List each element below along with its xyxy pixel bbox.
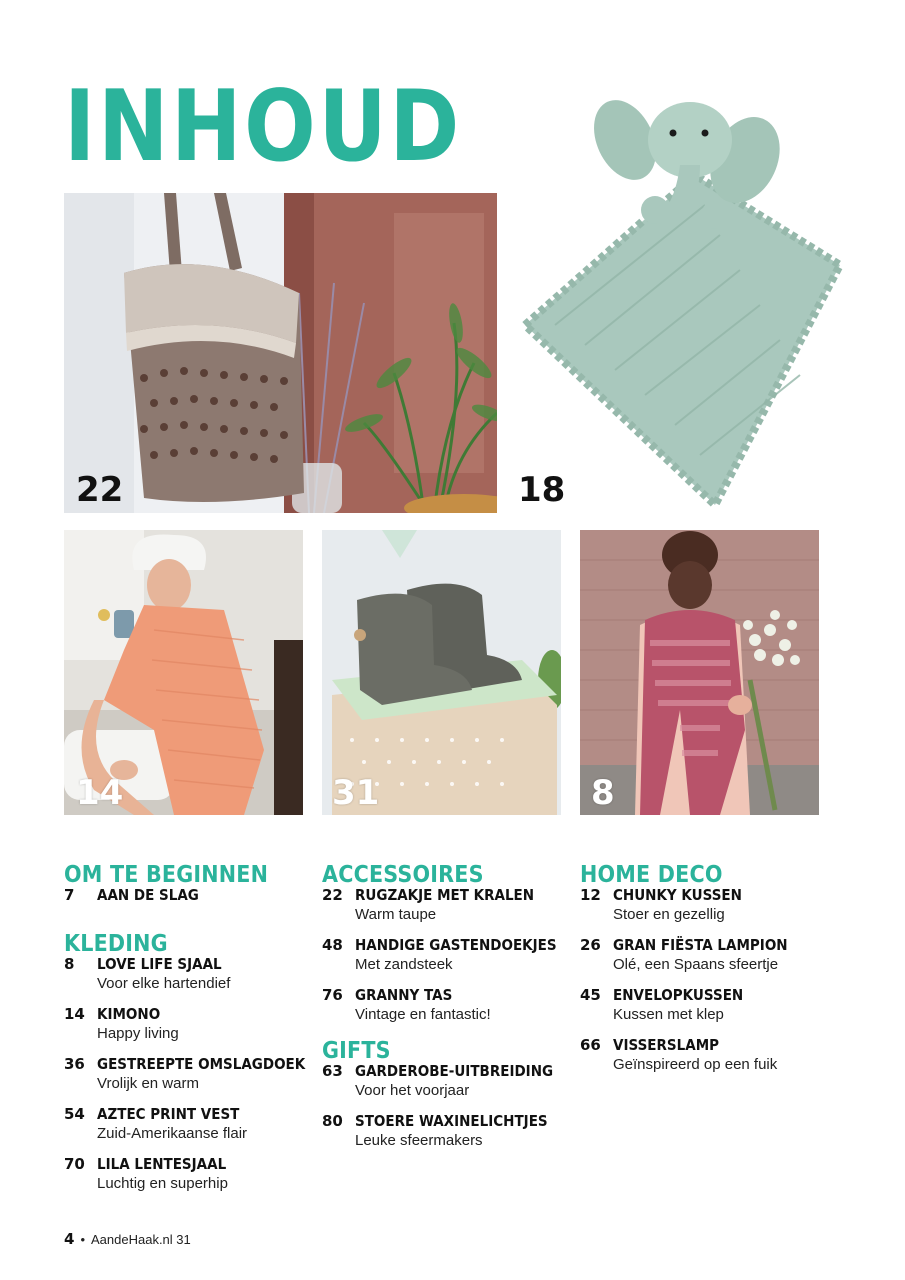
footer-page-number: 4 <box>64 1230 75 1248</box>
toc-title: AAN DE SLAG <box>97 886 199 904</box>
toc-title: GESTREEPTE OMSLAGDOEK <box>97 1055 306 1073</box>
toc-title: CHUNKY KUSSEN <box>613 886 742 904</box>
toc-subtitle: Luchtig en superhip <box>97 1175 228 1192</box>
toc-subtitle: Zuid-Amerikaanse flair <box>97 1125 248 1142</box>
toc-column-3 <box>580 864 830 1086</box>
toc-entry[interactable] <box>580 986 830 1024</box>
toc-entry[interactable] <box>580 936 830 974</box>
toc-title: AZTEC PRINT VEST <box>97 1105 240 1123</box>
toc-entry[interactable] <box>64 1005 314 1043</box>
footer-publication: AandeHaak.nl 31 <box>91 1232 191 1247</box>
toc-entry[interactable] <box>64 1105 314 1143</box>
toc-title: ENVELOPKUSSEN <box>613 986 744 1004</box>
toc-page-number: 36 <box>64 1055 85 1073</box>
toc-subtitle: Vintage en fantastic! <box>355 1006 491 1023</box>
toc-title: LILA LENTESJAAL <box>97 1155 227 1173</box>
toc-entry[interactable] <box>322 1112 572 1150</box>
toc-subtitle: Leuke sfeermakers <box>355 1132 483 1149</box>
page-title: INHOUD <box>64 70 462 184</box>
toc-subtitle: Met zandsteek <box>355 956 453 973</box>
photo-page-number: 22 <box>76 470 124 510</box>
toc-title: GARDEROBE-UITBREIDING <box>355 1062 554 1080</box>
toc-page-number: 22 <box>322 886 343 904</box>
toc-title: VISSERSLAMP <box>613 1036 720 1054</box>
toc-page-number: 70 <box>64 1155 85 1173</box>
toc-title: STOERE WAXINELICHTJES <box>355 1112 548 1130</box>
toc-page-number: 48 <box>322 936 343 954</box>
toc-entry[interactable] <box>580 886 830 924</box>
toc-entry[interactable] <box>322 886 572 924</box>
photo-elephant-cuddle-cloth <box>505 85 850 515</box>
section-heading-accessoires: ACCESSOIRES <box>322 862 484 888</box>
toc-page-number: 63 <box>322 1062 343 1080</box>
toc-subtitle: Geïnspireerd op een fuik <box>613 1056 778 1073</box>
toc-subtitle: Voor het voorjaar <box>355 1082 470 1099</box>
section-heading-gifts: GIFTS <box>322 1038 391 1064</box>
photo-page-number: 31 <box>332 773 380 813</box>
shawl-illustration <box>580 530 819 815</box>
photo-baby-booties <box>322 530 561 815</box>
footer-bullet: • <box>80 1232 85 1247</box>
toc-title: KIMONO <box>97 1005 161 1023</box>
toc-title: RUGZAKJE MET KRALEN <box>355 886 535 904</box>
toc-entry[interactable] <box>580 1036 830 1074</box>
toc-page-number: 80 <box>322 1112 343 1130</box>
toc-subtitle: Vrolijk en warm <box>97 1075 199 1092</box>
page-footer <box>64 1230 191 1248</box>
section-heading-kleding: KLEDING <box>64 931 168 957</box>
toc-entry[interactable] <box>322 1062 572 1100</box>
toc-subtitle: Warm taupe <box>355 906 437 923</box>
toc-entry[interactable] <box>64 1055 314 1093</box>
photo-page-number: 14 <box>76 773 124 813</box>
toc-entry[interactable] <box>64 955 314 993</box>
toc-entry[interactable] <box>64 1155 314 1193</box>
toc-page-number: 7 <box>64 886 75 904</box>
toc-page-number: 54 <box>64 1105 85 1123</box>
photo-beaded-backpack <box>64 193 497 513</box>
toc-subtitle: Olé, een Spaans sfeertje <box>613 956 779 973</box>
elephant-blanket-illustration <box>505 85 850 515</box>
photo-page-number: 8 <box>591 773 615 813</box>
toc-title: LOVE LIFE SJAAL <box>97 955 222 973</box>
photo-love-life-shawl <box>580 530 819 815</box>
toc-entry[interactable] <box>64 886 314 905</box>
toc-column-2 <box>322 864 572 1162</box>
toc-page-number: 76 <box>322 986 343 1004</box>
toc-title: GRANNY TAS <box>355 986 453 1004</box>
toc-title: GRAN FIËSTA LAMPION <box>613 936 788 954</box>
toc-subtitle: Voor elke hartendief <box>97 975 231 992</box>
beaded-bag-illustration <box>64 193 497 513</box>
toc-page-number: 66 <box>580 1036 601 1054</box>
toc-entry[interactable] <box>322 936 572 974</box>
toc-page-number: 26 <box>580 936 601 954</box>
toc-subtitle: Happy living <box>97 1025 179 1042</box>
section-heading-home-deco: HOME DECO <box>580 862 723 888</box>
toc-page-number: 14 <box>64 1005 85 1023</box>
toc-title: HANDIGE GASTENDOEKJES <box>355 936 557 954</box>
toc-page-number: 8 <box>64 955 75 973</box>
toc-subtitle: Kussen met klep <box>613 1006 724 1023</box>
toc-subtitle: Stoer en gezellig <box>613 906 725 923</box>
toc-column-1 <box>64 864 314 1205</box>
section-heading-om-te-beginnen: OM TE BEGINNEN <box>64 862 269 888</box>
photo-kimono <box>64 530 303 815</box>
toc-page-number: 12 <box>580 886 601 904</box>
photo-page-number: 18 <box>518 470 566 510</box>
toc-entry[interactable] <box>322 986 572 1024</box>
toc-page-number: 45 <box>580 986 601 1004</box>
